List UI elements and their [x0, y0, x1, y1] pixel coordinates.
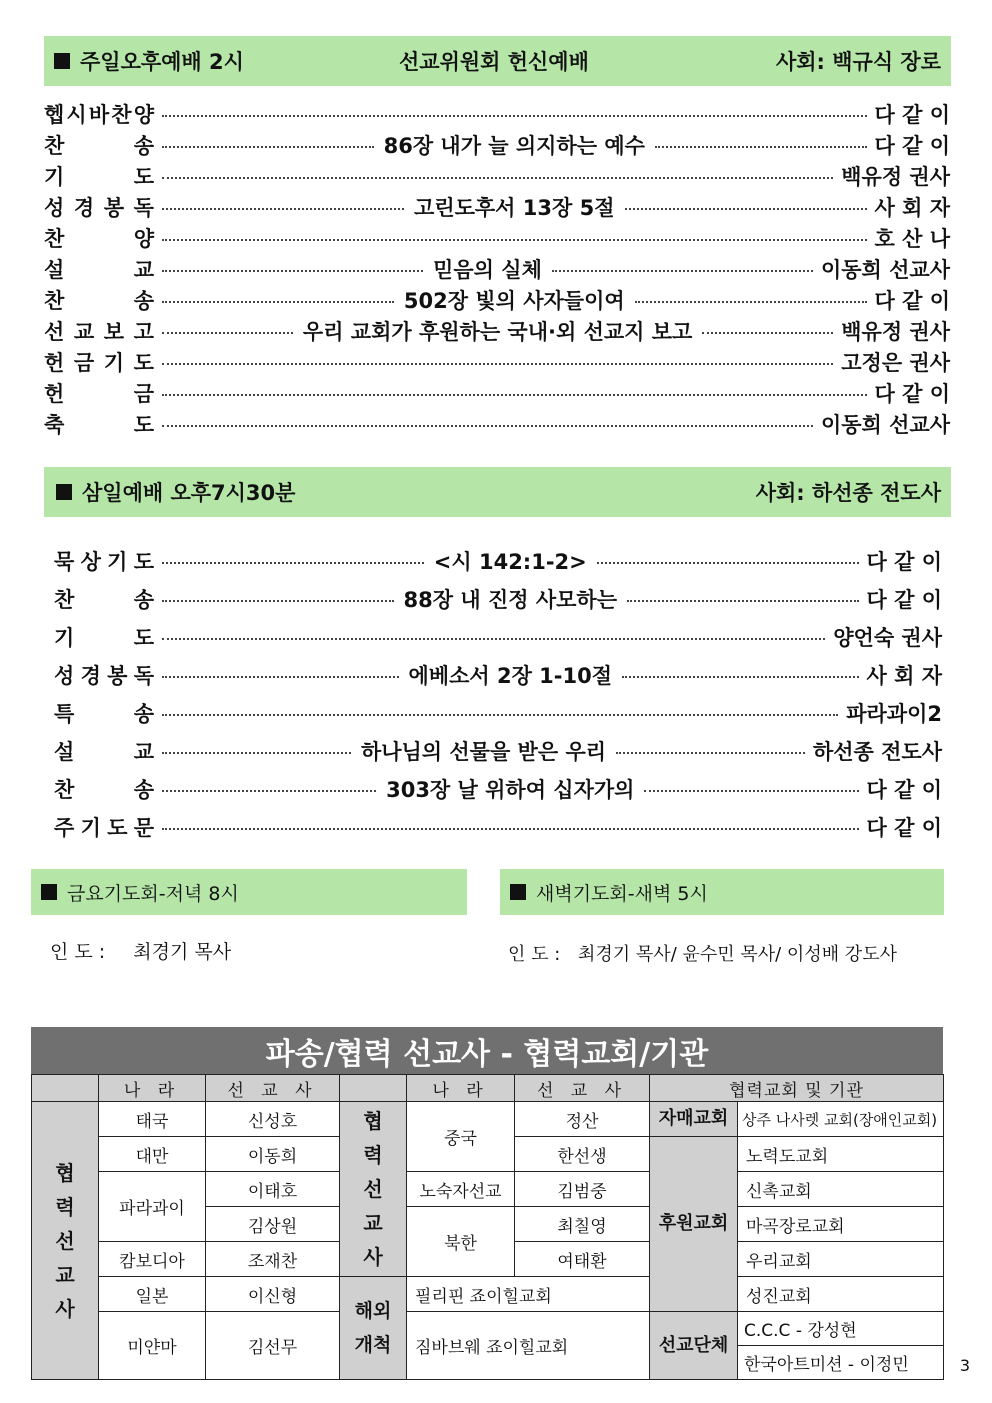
missionary-cell: 김선무 [206, 1312, 340, 1380]
dot-leader [655, 146, 867, 148]
square-bullet-icon [41, 884, 57, 900]
table-header-blank [340, 1075, 407, 1102]
missionary-cell: 최칠영 [515, 1207, 650, 1242]
support-church: 신촉교회 [738, 1172, 944, 1207]
order-label [54, 660, 154, 690]
dawn-title: 새벽기도회-새벽 5시 [536, 882, 708, 905]
order-row [54, 812, 942, 842]
label-char: 경 [80, 664, 101, 688]
country-cell: 캄보디아 [99, 1242, 206, 1277]
label-char: 교 [133, 740, 154, 764]
org-label: 선교단체 [650, 1312, 738, 1380]
dot-leader [162, 146, 374, 148]
dawn-leader [508, 940, 897, 966]
wednesday-header [44, 467, 951, 517]
label-char: 문 [133, 816, 154, 840]
label-char: 설 [44, 258, 65, 282]
label-char: 도 [133, 550, 154, 574]
country-cell: 대만 [99, 1137, 206, 1172]
dot-leader [644, 790, 858, 792]
order-label [44, 223, 154, 253]
label-char: 송 [133, 134, 154, 158]
dot-leader [162, 790, 376, 792]
label-char: 도 [107, 816, 128, 840]
missionary-cell: 이태호 [206, 1172, 340, 1207]
order-detail: 우리 교회가 후원하는 국내·외 선교지 보고 [302, 320, 693, 344]
country-cell: 미얀마 [99, 1312, 206, 1380]
mission-org: C.C.C - 강성현 [738, 1312, 943, 1346]
dot-leader [162, 115, 867, 117]
dot-leader [622, 676, 859, 678]
label-char: 찬 [54, 778, 75, 802]
order-row [44, 409, 950, 439]
missionary-cell: 조재찬 [206, 1242, 340, 1277]
order-label [44, 347, 154, 377]
dot-leader [162, 638, 825, 640]
order-detail: 502장 빛의 사자들이여 [403, 289, 625, 313]
label-char: 송 [133, 289, 154, 313]
dot-leader [162, 270, 423, 272]
order-leader: 이동희 선교사 [820, 258, 950, 282]
group-label-b: 협력선교사 [340, 1102, 407, 1277]
label-char: 헌 [44, 382, 65, 406]
order-row [44, 285, 950, 315]
order-row [54, 736, 942, 766]
order-row [54, 622, 942, 652]
order-label [54, 736, 154, 766]
dot-leader [162, 301, 394, 303]
order-leader: 다 같 이 [874, 103, 950, 127]
label-char: 봉 [107, 664, 128, 688]
wednesday-title: 삼일예배 오후7시30분 [82, 481, 296, 505]
dot-leader [162, 332, 293, 334]
dot-leader [552, 270, 813, 272]
order-leader: 백유정 권사 [841, 320, 950, 344]
order-leader: 파라과이2 [846, 702, 942, 726]
dot-leader [162, 676, 399, 678]
missions-table [31, 1074, 944, 1380]
friday-title: 금요기도회-저녁 8시 [67, 882, 239, 905]
missionary-cell: 이동희 [206, 1137, 340, 1172]
order-leader: 다 같 이 [866, 550, 943, 574]
dot-leader [162, 363, 833, 365]
order-leader: 다 같 이 [874, 289, 951, 313]
label-char: 헌 [44, 351, 65, 375]
label-char: 묵 [54, 550, 75, 574]
label-char: 경 [73, 196, 95, 220]
sunday-theme: 선교위원회 헌신예배 [399, 50, 589, 74]
dot-leader [162, 425, 813, 427]
table-header-blank [32, 1075, 99, 1102]
overseas-church: 필리핀 죠이힐교회 [407, 1277, 650, 1312]
label-char: 성 [44, 196, 65, 220]
label-char: 금 [73, 351, 95, 375]
support-church: 성진교회 [738, 1277, 944, 1312]
country-cell: 중국 [407, 1102, 515, 1172]
friday-header [31, 869, 467, 915]
order-leader: 고정은 권사 [841, 351, 950, 375]
order-detail: 86장 내가 늘 의지하는 예수 [383, 134, 645, 158]
label-char: 도 [133, 165, 154, 189]
order-row [54, 584, 942, 614]
dawn-leader-label: 인 도 : [508, 944, 561, 965]
label-char: 송 [133, 588, 154, 612]
label-char: 교 [133, 258, 154, 282]
friday-leader-label: 인 도 : [50, 941, 106, 963]
label-char: 기 [54, 626, 75, 650]
order-leader: 다 같 이 [866, 588, 942, 612]
order-leader: 하선종 전도사 [812, 740, 942, 764]
sunday-title: 주일오후예배 2시 [80, 50, 244, 74]
order-detail: 에베소서 2장 1-10절 [408, 664, 613, 688]
order-leader: 양언숙 권사 [833, 626, 942, 650]
order-detail: 88장 내 진정 사모하는 [403, 588, 617, 612]
label-char: 도 [133, 413, 154, 437]
order-leader: 사 회 자 [866, 664, 942, 688]
order-label [54, 622, 154, 652]
order-row [44, 347, 950, 377]
dot-leader [635, 301, 867, 303]
dot-leader [702, 332, 833, 334]
order-label [44, 316, 154, 346]
dot-leader [162, 239, 867, 241]
mission-org: 한국아트미션 - 이정민 [744, 1355, 909, 1375]
order-detail: 303장 날 위하여 십자가의 [386, 778, 635, 802]
order-label [44, 192, 154, 222]
order-leader: 다 같 이 [874, 382, 950, 406]
square-bullet-icon [510, 884, 526, 900]
order-leader: 사 회 자 [874, 196, 951, 220]
label-char: 독 [133, 664, 154, 688]
label-char: 기 [103, 351, 125, 375]
order-label [44, 409, 154, 439]
label-char: 도 [133, 626, 154, 650]
friday-leader [50, 937, 231, 964]
order-row [44, 223, 950, 253]
dot-leader [162, 714, 838, 716]
sister-church: 상주 나사렛 교회(장애인교회) [738, 1102, 944, 1137]
missionary-cell: 이신형 [206, 1277, 340, 1312]
label-char: 헵 [44, 103, 65, 127]
country-cell: 일본 [99, 1277, 206, 1312]
label-char: 금 [133, 382, 154, 406]
missions-title: 파송/협력 선교사 - 협력교회/기관 [31, 1027, 943, 1075]
country-cell: 파라과이 [99, 1172, 206, 1242]
order-row [54, 546, 942, 576]
label-char: 보 [103, 320, 125, 344]
dot-leader [162, 828, 859, 830]
label-char: 주 [54, 816, 75, 840]
order-label [54, 698, 154, 728]
dot-leader [162, 752, 351, 754]
order-detail: 하나님의 선물을 받은 우리 [360, 740, 607, 764]
missionary-cell: 한선생 [515, 1137, 650, 1172]
order-row [54, 698, 942, 728]
label-char: 시 [66, 103, 87, 127]
support-church: 마곡장로교회 [738, 1207, 944, 1242]
order-leader: 이동희 선교사 [820, 413, 950, 437]
label-char: 양 [133, 227, 154, 251]
order-leader: 다 같 이 [866, 816, 942, 840]
label-char: 설 [54, 740, 75, 764]
missionary-cell: 김범중 [515, 1172, 650, 1207]
order-label [44, 161, 154, 191]
order-leader: 호 산 나 [874, 227, 950, 251]
label-char: 찬 [111, 103, 132, 127]
order-row [54, 774, 942, 804]
label-char: 찬 [44, 134, 65, 158]
label-char: 기 [80, 816, 101, 840]
missionary-cell: 김상원 [206, 1207, 340, 1242]
support-church: 우리교회 [738, 1242, 944, 1277]
order-label [54, 774, 154, 804]
dot-leader [162, 562, 424, 564]
dot-leader [162, 394, 867, 396]
dot-leader [162, 177, 833, 179]
label-char: 송 [133, 778, 154, 802]
order-label [44, 254, 154, 284]
overseas-church: 짐바브웨 죠이힐교회 [407, 1312, 650, 1380]
order-row [44, 161, 950, 191]
label-char: 독 [133, 196, 154, 220]
order-row [44, 254, 950, 284]
dot-leader [162, 208, 404, 210]
label-char: 교 [73, 320, 95, 344]
order-detail: <시 142:1-2> [433, 550, 587, 574]
order-row [54, 660, 942, 690]
group-label-a: 협력선교사 [32, 1102, 99, 1380]
dot-leader [627, 600, 859, 602]
dot-leader [625, 208, 867, 210]
dawn-header [500, 869, 944, 915]
label-char: 도 [133, 351, 154, 375]
wednesday-host: 사회: 하선종 전도사 [755, 481, 941, 505]
order-detail: 고린도후서 13장 5절 [414, 196, 615, 220]
order-label [44, 99, 154, 129]
country-cell: 태국 [99, 1102, 206, 1137]
order-row [44, 378, 950, 408]
mission-orgs [738, 1312, 944, 1380]
country-cell: 노숙자선교 [407, 1172, 515, 1207]
label-char: 봉 [103, 196, 125, 220]
overseas-label: 해외개척 [340, 1277, 407, 1380]
support-label: 후원교회 [650, 1137, 738, 1312]
order-leader: 다 같 이 [866, 778, 943, 802]
square-bullet-icon [54, 53, 70, 69]
sister-label: 자매교회 [650, 1102, 738, 1137]
order-row [44, 316, 950, 346]
header-missionary: 선 교 사 [515, 1075, 650, 1102]
order-leader: 백유정 권사 [841, 165, 950, 189]
label-char: 고 [133, 320, 154, 344]
order-label [44, 130, 154, 160]
dot-leader [597, 562, 859, 564]
label-char: 축 [44, 413, 65, 437]
label-char: 선 [44, 320, 65, 344]
support-church: 노력도교회 [738, 1137, 944, 1172]
header-country: 나 라 [407, 1075, 515, 1102]
label-char: 찬 [44, 289, 65, 313]
order-detail: 믿음의 실체 [433, 258, 542, 282]
order-leader: 다 같 이 [874, 134, 950, 158]
header-country: 나 라 [99, 1075, 206, 1102]
label-char: 찬 [54, 588, 75, 612]
order-label [44, 285, 154, 315]
label-char: 상 [80, 550, 101, 574]
label-char: 특 [54, 702, 75, 726]
dawn-leader-name: 최경기 목사/ 윤수민 목사/ 이성배 강도사 [578, 944, 897, 965]
label-char: 바 [88, 103, 110, 127]
missionary-cell: 신성호 [206, 1102, 340, 1137]
header-partners: 협력교회 및 기관 [650, 1075, 944, 1102]
dot-leader [616, 752, 805, 754]
sunday-header [44, 36, 951, 86]
dot-leader [162, 600, 394, 602]
order-label [54, 546, 154, 576]
country-cell: 북한 [407, 1207, 515, 1277]
page-number: 3 [959, 1356, 970, 1375]
label-char: 양 [133, 103, 154, 127]
missionary-cell: 여태환 [515, 1242, 650, 1277]
header-missionary: 선 교 사 [206, 1075, 340, 1102]
missionary-cell: 정산 [515, 1102, 650, 1137]
order-row [44, 130, 950, 160]
label-char: 성 [54, 664, 75, 688]
friday-leader-name: 최경기 목사 [133, 941, 232, 963]
order-label [54, 584, 154, 614]
order-row [44, 99, 950, 129]
order-label [54, 812, 154, 842]
order-row [44, 192, 950, 222]
sunday-host: 사회: 백규식 장로 [775, 50, 941, 74]
order-label [44, 378, 154, 408]
square-bullet-icon [56, 484, 72, 500]
label-char: 송 [133, 702, 154, 726]
label-char: 기 [44, 165, 65, 189]
label-char: 기 [107, 550, 128, 574]
label-char: 찬 [44, 227, 65, 251]
